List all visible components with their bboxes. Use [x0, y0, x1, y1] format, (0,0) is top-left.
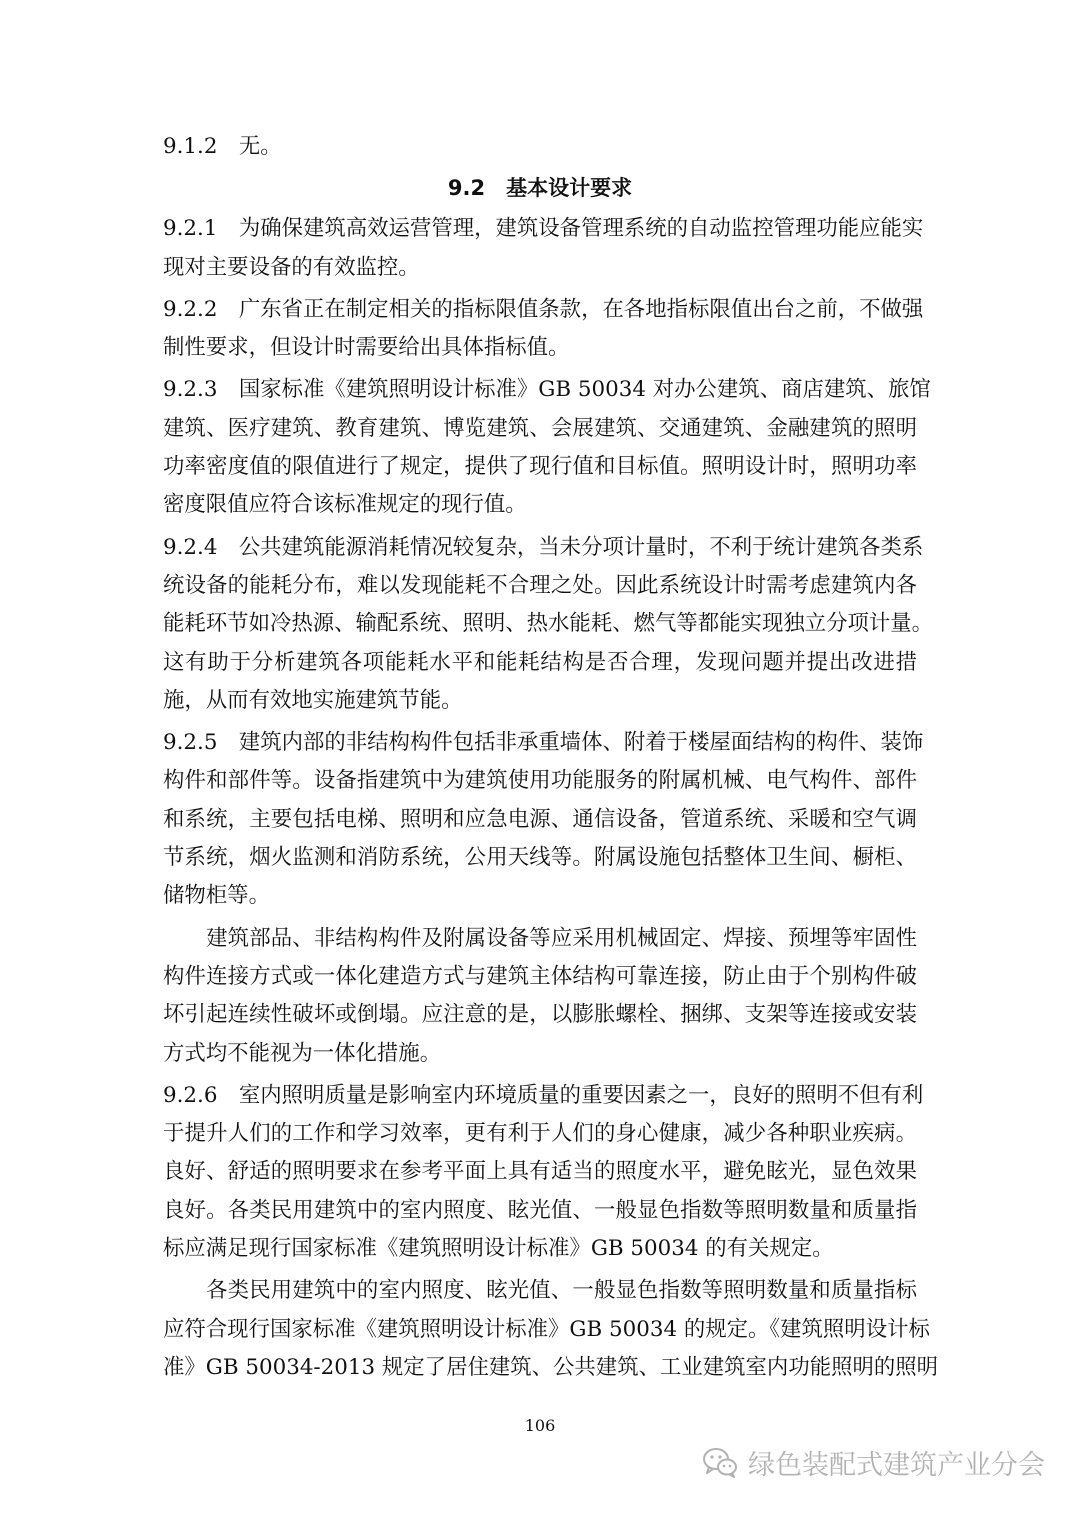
paragraph-line: 标应满足现行国家标准《建筑照明设计标准》GB 50034 的有关规定。	[163, 1236, 834, 1262]
wechat-icon	[700, 1442, 740, 1482]
paragraph-line: 施，从而有效地实施建筑节能。	[163, 687, 463, 713]
watermark-text: 绿色装配式建筑产业分会	[748, 1449, 1045, 1481]
paragraph-line: 9.2.1 为确保建筑高效运营管理，建筑设备管理系统的自动监控管理功能应能实	[163, 216, 924, 242]
paragraph-line: 9.2.2 广东省正在制定相关的指标限值条款，在各地指标限值出台之前，不做强	[163, 296, 924, 322]
paragraph-9-2-1	[163, 210, 924, 287]
paragraph-9-2-6-continued	[163, 1272, 939, 1387]
paragraph-line: 良好。各类民用建筑中的室内照度、眩光值、一般显色指数等照明数量和质量指	[163, 1197, 917, 1223]
paragraph-line: 统设备的能耗分布，难以发现能耗不合理之处。因此系统设计时需考虑建筑内各	[163, 572, 917, 598]
paragraph-line: 建筑、医疗建筑、教育建筑、博览建筑、会展建筑、交通建筑、金融建筑的照明	[163, 415, 917, 441]
paragraph-line: 节系统，烟火监测和消防系统，公用天线等。附属设施包括整体卫生间、橱柜、	[163, 845, 917, 871]
paragraph-line: 制性要求，但设计时需要给出具体指标值。	[163, 335, 570, 361]
paragraph-line: 能耗环节如冷热源、输配系统、照明、热水能耗、燃气等都能实现独立分项计量。	[163, 611, 934, 637]
paragraph-9-2-6	[163, 1077, 924, 1268]
paragraph-line: 构件和部件等。设备指建筑中为建筑使用功能服务的附属机械、电气构件、部件	[163, 768, 917, 794]
section-heading: 9.2 基本设计要求	[447, 176, 633, 201]
paragraph-line: 良好、舒适的照明要求在参考平面上具有适当的照度水平，避免眩光，显色效果	[163, 1159, 917, 1185]
paragraph-9-2-3	[163, 371, 931, 524]
paragraph-line: 应符合现行国家标准《建筑照明设计标准》GB 50034 的规定。《建筑照明设计标	[163, 1316, 930, 1342]
item-9-1-2: 9.1.2 无。	[163, 134, 282, 159]
paragraph-line: 功率密度值的限值进行了规定，提供了现行值和目标值。照明设计时，照明功率	[163, 454, 917, 480]
paragraph-line: 准》GB 50034-2013 规定了居住建筑、公共建筑、工业建筑室内功能照明的照明	[163, 1354, 939, 1380]
paragraph-9-2-5	[163, 724, 924, 915]
paragraph-line: 9.2.5 建筑内部的非结构构件包括非承重墙体、附着于楼屋面结构的构件、装饰	[163, 730, 924, 756]
paragraph-line: 9.2.4 公共建筑能源消耗情况较复杂，当未分项计量时，不利于统计建筑各类系	[163, 534, 924, 560]
paragraph-line: 9.2.6 室内照明质量是影响室内环境质量的重要因素之一，良好的照明不但有利	[163, 1082, 924, 1108]
page-number: 106	[524, 1416, 556, 1435]
paragraph-line: 各类民用建筑中的室内照度、眩光值、一般显色指数等照明数量和质量指标	[163, 1278, 917, 1304]
page-body	[163, 128, 939, 1387]
watermark	[700, 1440, 1045, 1484]
paragraph-line: 于提升人们的工作和学习效率，更有利于人们的身心健康，减少各种职业疾病。	[163, 1121, 917, 1147]
paragraph-line: 储物柜等。	[163, 883, 270, 909]
paragraph-line: 和系统，主要包括电梯、照明和应急电源、通信设备，管道系统、采暖和空气调	[163, 806, 917, 832]
paragraph-line: 构件连接方式或一体化建造方式与建筑主体结构可靠连接，防止由于个别构件破	[163, 963, 917, 989]
paragraph-line: 方式均不能视为一体化措施。	[163, 1040, 442, 1066]
paragraph-line: 这有助于分析建筑各项能耗水平和能耗结构是否合理，发现问题并提出改进措	[163, 649, 917, 675]
paragraph-line: 密度限值应符合该标准规定的现行值。	[163, 492, 527, 518]
paragraph-line: 现对主要设备的有效监控。	[163, 254, 420, 280]
paragraph-9-2-2	[163, 291, 924, 368]
paragraph-9-2-4	[163, 529, 934, 720]
paragraph-9-2-5-continued	[163, 920, 917, 1073]
paragraph-line: 9.2.3 国家标准《建筑照明设计标准》GB 50034 对办公建筑、商店建筑、旅馆	[163, 377, 931, 403]
paragraph-line: 建筑部品、非结构构件及附属设备等应采用机械固定、焊接、预埋等牢固性	[163, 925, 917, 951]
paragraph-line: 坏引起连续性破坏或倒塌。应注意的是，以膨胀螺栓、捆绑、支架等连接或安装	[163, 1002, 917, 1028]
